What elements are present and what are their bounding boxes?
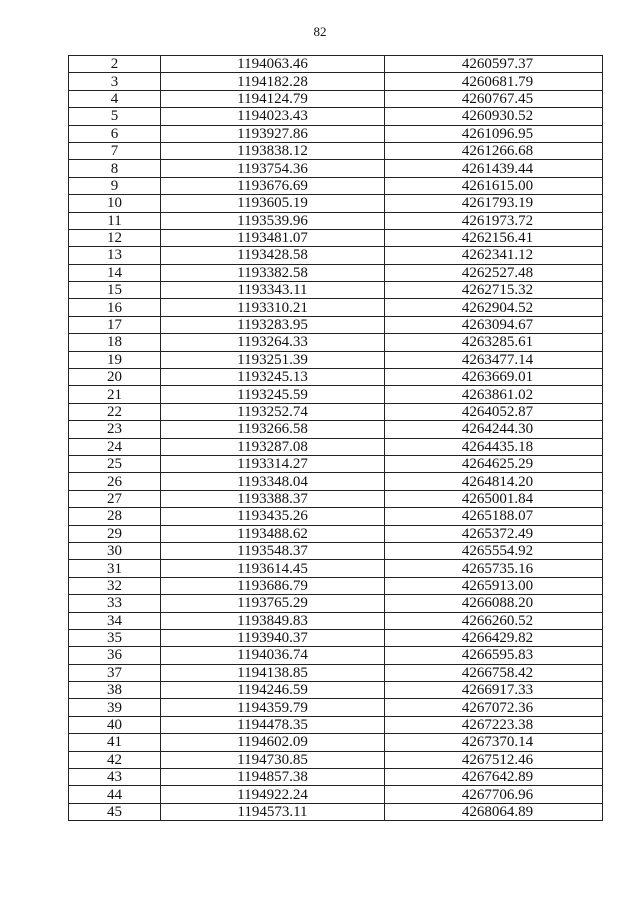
y-coordinate-cell: 4263669.01 — [385, 369, 603, 386]
y-coordinate-cell: 4260597.37 — [385, 56, 603, 73]
y-coordinate-cell: 4263861.02 — [385, 386, 603, 403]
y-coordinate-cell: 4262341.12 — [385, 247, 603, 264]
table-row — [69, 195, 603, 212]
x-coordinate-cell: 1193251.39 — [161, 351, 385, 368]
table-row — [69, 282, 603, 299]
y-coordinate-cell: 4265735.16 — [385, 560, 603, 577]
point-number-cell: 32 — [69, 577, 161, 594]
y-coordinate-cell: 4261266.68 — [385, 142, 603, 159]
x-coordinate-cell: 1193310.21 — [161, 299, 385, 316]
table-row — [69, 108, 603, 125]
x-coordinate-cell: 1194182.28 — [161, 73, 385, 90]
x-coordinate-cell: 1193266.58 — [161, 421, 385, 438]
y-coordinate-cell: 4263285.61 — [385, 334, 603, 351]
y-coordinate-cell: 4263094.67 — [385, 316, 603, 333]
point-number-cell: 17 — [69, 316, 161, 333]
point-number-cell: 36 — [69, 647, 161, 664]
point-number-cell: 39 — [69, 699, 161, 716]
table-row — [69, 421, 603, 438]
table-row — [69, 716, 603, 733]
y-coordinate-cell: 4266758.42 — [385, 664, 603, 681]
y-coordinate-cell: 4262527.48 — [385, 264, 603, 281]
x-coordinate-cell: 1193348.04 — [161, 473, 385, 490]
y-coordinate-cell: 4260930.52 — [385, 108, 603, 125]
table-row — [69, 612, 603, 629]
x-coordinate-cell: 1194246.59 — [161, 682, 385, 699]
table-row — [69, 229, 603, 246]
y-coordinate-cell: 4261615.00 — [385, 177, 603, 194]
point-number-cell: 35 — [69, 629, 161, 646]
table-row — [69, 455, 603, 472]
y-coordinate-cell: 4261793.19 — [385, 195, 603, 212]
point-number-cell: 7 — [69, 142, 161, 159]
table-row — [69, 473, 603, 490]
y-coordinate-cell: 4264814.20 — [385, 473, 603, 490]
x-coordinate-cell: 1193382.58 — [161, 264, 385, 281]
point-number-cell: 22 — [69, 403, 161, 420]
point-number-cell: 3 — [69, 73, 161, 90]
point-number-cell: 26 — [69, 473, 161, 490]
y-coordinate-cell: 4260681.79 — [385, 73, 603, 90]
y-coordinate-cell: 4264052.87 — [385, 403, 603, 420]
x-coordinate-cell: 1193754.36 — [161, 160, 385, 177]
table-row — [69, 56, 603, 73]
table-row — [69, 595, 603, 612]
point-number-cell: 16 — [69, 299, 161, 316]
y-coordinate-cell: 4267706.96 — [385, 786, 603, 803]
point-number-cell: 10 — [69, 195, 161, 212]
point-number-cell: 13 — [69, 247, 161, 264]
y-coordinate-cell: 4267370.14 — [385, 734, 603, 751]
point-number-cell: 40 — [69, 716, 161, 733]
x-coordinate-cell: 1193481.07 — [161, 229, 385, 246]
point-number-cell: 4 — [69, 90, 161, 107]
point-number-cell: 31 — [69, 560, 161, 577]
point-number-cell: 14 — [69, 264, 161, 281]
point-number-cell: 38 — [69, 682, 161, 699]
y-coordinate-cell: 4261973.72 — [385, 212, 603, 229]
point-number-cell: 28 — [69, 508, 161, 525]
y-coordinate-cell: 4266917.33 — [385, 682, 603, 699]
x-coordinate-cell: 1194730.85 — [161, 751, 385, 768]
point-number-cell: 25 — [69, 455, 161, 472]
x-coordinate-cell: 1193388.37 — [161, 490, 385, 507]
coordinates-table-body — [69, 56, 603, 821]
x-coordinate-cell: 1193548.37 — [161, 542, 385, 559]
point-number-cell: 8 — [69, 160, 161, 177]
y-coordinate-cell: 4264244.30 — [385, 421, 603, 438]
table-row — [69, 786, 603, 803]
table-row — [69, 334, 603, 351]
point-number-cell: 11 — [69, 212, 161, 229]
y-coordinate-cell: 4266260.52 — [385, 612, 603, 629]
x-coordinate-cell: 1194138.85 — [161, 664, 385, 681]
x-coordinate-cell: 1193686.79 — [161, 577, 385, 594]
table-row — [69, 403, 603, 420]
x-coordinate-cell: 1194857.38 — [161, 769, 385, 786]
x-coordinate-cell: 1194036.74 — [161, 647, 385, 664]
point-number-cell: 20 — [69, 369, 161, 386]
table-row — [69, 438, 603, 455]
x-coordinate-cell: 1193927.86 — [161, 125, 385, 142]
x-coordinate-cell: 1193676.69 — [161, 177, 385, 194]
table-row — [69, 629, 603, 646]
table-row — [69, 90, 603, 107]
table-row — [69, 299, 603, 316]
y-coordinate-cell: 4262904.52 — [385, 299, 603, 316]
table-row — [69, 177, 603, 194]
x-coordinate-cell: 1194124.79 — [161, 90, 385, 107]
point-number-cell: 44 — [69, 786, 161, 803]
table-row — [69, 508, 603, 525]
y-coordinate-cell: 4261439.44 — [385, 160, 603, 177]
point-number-cell: 15 — [69, 282, 161, 299]
point-number-cell: 18 — [69, 334, 161, 351]
y-coordinate-cell: 4267512.46 — [385, 751, 603, 768]
y-coordinate-cell: 4262156.41 — [385, 229, 603, 246]
point-number-cell: 24 — [69, 438, 161, 455]
table-row — [69, 769, 603, 786]
x-coordinate-cell: 1194359.79 — [161, 699, 385, 716]
x-coordinate-cell: 1194922.24 — [161, 786, 385, 803]
table-row — [69, 525, 603, 542]
table-row — [69, 542, 603, 559]
point-number-cell: 12 — [69, 229, 161, 246]
point-number-cell: 30 — [69, 542, 161, 559]
y-coordinate-cell: 4266595.83 — [385, 647, 603, 664]
table-row — [69, 682, 603, 699]
table-row — [69, 316, 603, 333]
y-coordinate-cell: 4263477.14 — [385, 351, 603, 368]
x-coordinate-cell: 1193343.11 — [161, 282, 385, 299]
table-row — [69, 647, 603, 664]
x-coordinate-cell: 1193245.59 — [161, 386, 385, 403]
y-coordinate-cell: 4267642.89 — [385, 769, 603, 786]
x-coordinate-cell: 1193252.74 — [161, 403, 385, 420]
table-row — [69, 577, 603, 594]
y-coordinate-cell: 4266429.82 — [385, 629, 603, 646]
table-row — [69, 73, 603, 90]
table-row — [69, 142, 603, 159]
x-coordinate-cell: 1193539.96 — [161, 212, 385, 229]
point-number-cell: 5 — [69, 108, 161, 125]
x-coordinate-cell: 1194602.09 — [161, 734, 385, 751]
y-coordinate-cell: 4266088.20 — [385, 595, 603, 612]
x-coordinate-cell: 1193940.37 — [161, 629, 385, 646]
point-number-cell: 42 — [69, 751, 161, 768]
y-coordinate-cell: 4265554.92 — [385, 542, 603, 559]
y-coordinate-cell: 4268064.89 — [385, 803, 603, 820]
table-row — [69, 560, 603, 577]
x-coordinate-cell: 1193765.29 — [161, 595, 385, 612]
point-number-cell: 37 — [69, 664, 161, 681]
x-coordinate-cell: 1193605.19 — [161, 195, 385, 212]
table-row — [69, 212, 603, 229]
y-coordinate-cell: 4262715.32 — [385, 282, 603, 299]
x-coordinate-cell: 1194573.11 — [161, 803, 385, 820]
x-coordinate-cell: 1194023.43 — [161, 108, 385, 125]
point-number-cell: 21 — [69, 386, 161, 403]
table-row — [69, 369, 603, 386]
y-coordinate-cell: 4261096.95 — [385, 125, 603, 142]
table-row — [69, 664, 603, 681]
table-row — [69, 264, 603, 281]
point-number-cell: 2 — [69, 56, 161, 73]
coordinates-table — [68, 55, 603, 821]
x-coordinate-cell: 1193314.27 — [161, 455, 385, 472]
point-number-cell: 43 — [69, 769, 161, 786]
point-number-cell: 9 — [69, 177, 161, 194]
table-row — [69, 351, 603, 368]
page-number: 82 — [313, 24, 327, 39]
y-coordinate-cell: 4265913.00 — [385, 577, 603, 594]
y-coordinate-cell: 4265001.84 — [385, 490, 603, 507]
y-coordinate-cell: 4265188.07 — [385, 508, 603, 525]
point-number-cell: 33 — [69, 595, 161, 612]
point-number-cell: 23 — [69, 421, 161, 438]
y-coordinate-cell: 4267223.38 — [385, 716, 603, 733]
table-row — [69, 386, 603, 403]
table-row — [69, 160, 603, 177]
table-row — [69, 751, 603, 768]
point-number-cell: 41 — [69, 734, 161, 751]
x-coordinate-cell: 1193283.95 — [161, 316, 385, 333]
x-coordinate-cell: 1193614.45 — [161, 560, 385, 577]
x-coordinate-cell: 1193488.62 — [161, 525, 385, 542]
y-coordinate-cell: 4265372.49 — [385, 525, 603, 542]
x-coordinate-cell: 1194063.46 — [161, 56, 385, 73]
point-number-cell: 19 — [69, 351, 161, 368]
x-coordinate-cell: 1193435.26 — [161, 508, 385, 525]
y-coordinate-cell: 4267072.36 — [385, 699, 603, 716]
point-number-cell: 29 — [69, 525, 161, 542]
x-coordinate-cell: 1193264.33 — [161, 334, 385, 351]
x-coordinate-cell: 1193428.58 — [161, 247, 385, 264]
table-row — [69, 247, 603, 264]
y-coordinate-cell: 4264435.18 — [385, 438, 603, 455]
table-row — [69, 734, 603, 751]
x-coordinate-cell: 1193849.83 — [161, 612, 385, 629]
table-row — [69, 490, 603, 507]
x-coordinate-cell: 1194478.35 — [161, 716, 385, 733]
x-coordinate-cell: 1193287.08 — [161, 438, 385, 455]
point-number-cell: 45 — [69, 803, 161, 820]
x-coordinate-cell: 1193838.12 — [161, 142, 385, 159]
y-coordinate-cell: 4264625.29 — [385, 455, 603, 472]
x-coordinate-cell: 1193245.13 — [161, 369, 385, 386]
point-number-cell: 27 — [69, 490, 161, 507]
table-row — [69, 803, 603, 820]
table-row — [69, 125, 603, 142]
point-number-cell: 34 — [69, 612, 161, 629]
table-row — [69, 699, 603, 716]
point-number-cell: 6 — [69, 125, 161, 142]
y-coordinate-cell: 4260767.45 — [385, 90, 603, 107]
